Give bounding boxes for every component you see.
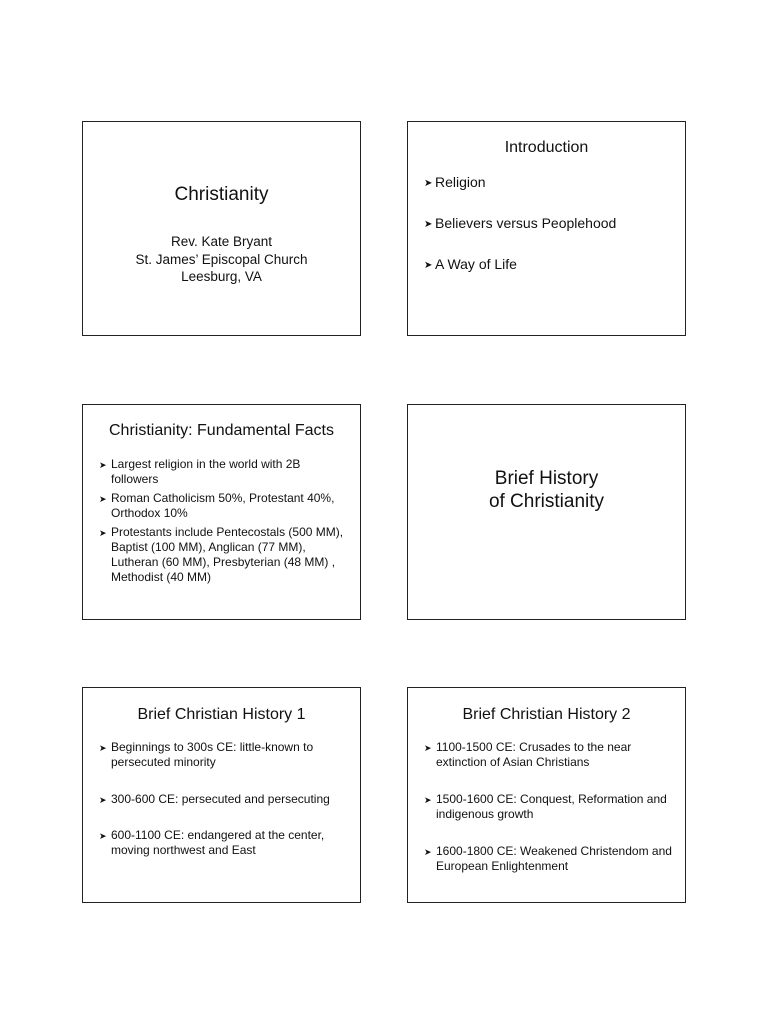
slide-title: Brief Christian History 1 (137, 706, 306, 723)
list-item-text: 1600-1800 CE: Weakened Christendom and European Enlightenment (436, 844, 672, 873)
bullet-list (424, 174, 679, 297)
list-item-text: Religion (435, 174, 486, 190)
list-item (99, 792, 354, 807)
presenter-church: St. James’ Episcopal Church (135, 251, 308, 267)
list-item-text: Beginnings to 300s CE: little-known to persecuted minority (111, 740, 314, 769)
slide-5 (82, 687, 361, 903)
list-item (99, 828, 354, 858)
bullet-list (424, 740, 679, 896)
arrowhead-bullet-icon: ➤ (99, 528, 107, 538)
bullet-list (99, 457, 349, 589)
arrowhead-bullet-icon: ➤ (424, 743, 432, 753)
list-item (424, 792, 679, 822)
list-item-text: Believers versus Peoplehood (435, 215, 617, 231)
list-item-text: Protestants include Pentecostals (500 MM), Baptist (100 MM), Anglican (77 MM), Lutheran (60 MM), Presbyterian (48 MM) , Methodist (40 MM) (111, 525, 344, 584)
list-item-text: 1100-1500 CE: Crusades to the near extinction of Asian Christians (436, 740, 632, 769)
list-item-text: 1500-1600 CE: Conquest, Reformation and indigenous growth (436, 792, 667, 821)
section-title (408, 467, 685, 513)
arrowhead-bullet-icon: ➤ (424, 260, 433, 271)
slide-4 (407, 404, 686, 620)
list-item (424, 740, 679, 770)
list-item (424, 256, 679, 273)
list-item-text: Largest religion in the world with 2B followers (111, 457, 301, 486)
section-title-line-1: Brief History (494, 468, 599, 489)
presenter-location: Leesburg, VA (181, 269, 262, 284)
arrowhead-bullet-icon: ➤ (99, 831, 107, 841)
slide-title: Christianity: Fundamental Facts (109, 422, 334, 439)
section-title-line-2: of Christianity (488, 491, 605, 512)
list-item (99, 740, 354, 770)
arrowhead-bullet-icon: ➤ (99, 460, 107, 470)
list-item-text: 600-1100 CE: endangered at the center, moving northwest and East (111, 828, 325, 857)
list-item (99, 457, 349, 487)
slide-3 (82, 404, 361, 620)
list-item (424, 174, 679, 191)
arrowhead-bullet-icon: ➤ (99, 795, 107, 805)
arrowhead-bullet-icon: ➤ (424, 219, 433, 230)
slide-2 (407, 121, 686, 336)
slide-title: Brief Christian History 2 (462, 706, 631, 723)
arrowhead-bullet-icon: ➤ (424, 178, 433, 189)
list-item (99, 525, 349, 585)
slide-1 (82, 121, 361, 336)
slide-6 (407, 687, 686, 903)
list-item (424, 215, 679, 232)
slide-title: Introduction (504, 139, 589, 156)
list-item (99, 491, 349, 521)
list-item (424, 844, 679, 874)
list-item-text: A Way of Life (435, 256, 517, 272)
arrowhead-bullet-icon: ➤ (424, 795, 432, 805)
list-item-text: Roman Catholicism 50%, Protestant 40%, Orthodox 10% (111, 491, 335, 520)
slide-subtitle (83, 233, 360, 286)
presenter-name: Rev. Kate Bryant (170, 234, 273, 249)
arrowhead-bullet-icon: ➤ (99, 494, 107, 504)
list-item-text: 300-600 CE: persecuted and persecuting (111, 792, 330, 806)
slide-title: Christianity (174, 184, 269, 205)
bullet-list (99, 740, 354, 880)
arrowhead-bullet-icon: ➤ (424, 847, 432, 857)
arrowhead-bullet-icon: ➤ (99, 743, 107, 753)
